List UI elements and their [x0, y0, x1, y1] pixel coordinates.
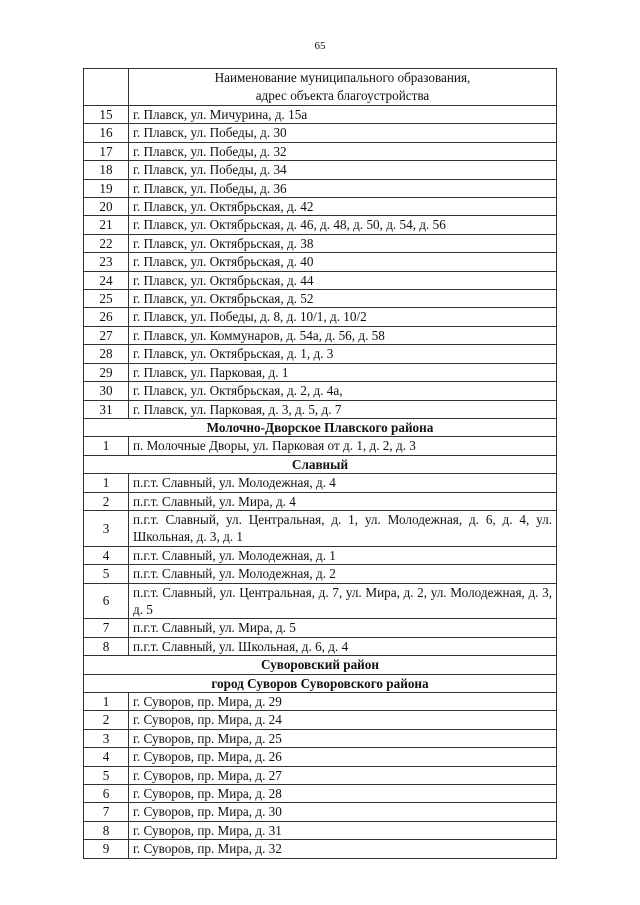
row-address: г. Суворов, пр. Мира, д. 29 — [129, 693, 557, 711]
row-address: г. Суворов, пр. Мира, д. 28 — [129, 785, 557, 803]
row-number: 19 — [84, 179, 129, 197]
table-row — [84, 693, 557, 711]
row-number: 24 — [84, 271, 129, 289]
section-title: Суворовский район — [84, 656, 557, 674]
row-address: п.г.т. Славный, ул. Мира, д. 5 — [129, 619, 557, 637]
page-number: 65 — [314, 40, 326, 52]
row-address: п.г.т. Славный, ул. Молодежная, д. 4 — [129, 474, 557, 492]
row-address: г. Плавск, ул. Октябрьская, д. 52 — [129, 290, 557, 308]
row-number: 23 — [84, 253, 129, 271]
row-number: 27 — [84, 326, 129, 344]
section-header-row — [84, 418, 557, 436]
row-number: 9 — [84, 840, 129, 858]
table-row — [84, 161, 557, 179]
row-number: 5 — [84, 565, 129, 583]
row-number: 7 — [84, 619, 129, 637]
table-row — [84, 216, 557, 234]
row-number: 3 — [84, 510, 129, 546]
row-address: г. Плавск, ул. Октябрьская, д. 40 — [129, 253, 557, 271]
table-row — [84, 637, 557, 655]
row-number: 4 — [84, 546, 129, 564]
row-address: г. Плавск, ул. Октябрьская, д. 44 — [129, 271, 557, 289]
row-number: 5 — [84, 766, 129, 784]
row-address: г. Суворов, пр. Мира, д. 30 — [129, 803, 557, 821]
section-title: город Суворов Суворовского района — [84, 674, 557, 692]
header-title-cell — [129, 69, 557, 106]
section-title: Славный — [84, 455, 557, 473]
table-row — [84, 546, 557, 564]
row-number: 16 — [84, 124, 129, 142]
table-header-row — [84, 69, 557, 106]
table-row — [84, 766, 557, 784]
address-table-body — [84, 69, 557, 859]
table-row — [84, 840, 557, 858]
row-address: г. Суворов, пр. Мира, д. 31 — [129, 821, 557, 839]
row-address: г. Плавск, ул. Победы, д. 36 — [129, 179, 557, 197]
row-address: п.г.т. Славный, ул. Школьная, д. 6, д. 4 — [129, 637, 557, 655]
row-number: 29 — [84, 363, 129, 381]
table-row — [84, 619, 557, 637]
table-row — [84, 345, 557, 363]
table-row — [84, 271, 557, 289]
table-row — [84, 785, 557, 803]
row-number: 6 — [84, 583, 129, 619]
table-row — [84, 748, 557, 766]
table-row — [84, 565, 557, 583]
table-row — [84, 326, 557, 344]
row-address: г. Плавск, ул. Парковая, д. 1 — [129, 363, 557, 381]
section-title: Молочно-Дворское Плавского района — [84, 418, 557, 436]
row-number: 4 — [84, 748, 129, 766]
table-row — [84, 711, 557, 729]
row-number: 17 — [84, 142, 129, 160]
section-header-row — [84, 455, 557, 473]
row-address: п.г.т. Славный, ул. Молодежная, д. 1 — [129, 546, 557, 564]
table-row — [84, 290, 557, 308]
row-number: 2 — [84, 711, 129, 729]
row-address: г. Плавск, ул. Победы, д. 30 — [129, 124, 557, 142]
row-address: г. Плавск, ул. Октябрьская, д. 38 — [129, 234, 557, 252]
row-number: 25 — [84, 290, 129, 308]
table-row — [84, 803, 557, 821]
table-row — [84, 400, 557, 418]
row-number: 6 — [84, 785, 129, 803]
row-number: 2 — [84, 492, 129, 510]
table-row — [84, 437, 557, 455]
row-address: г. Плавск, ул. Коммунаров, д. 54а, д. 56, д. 58 — [129, 326, 557, 344]
header-line-2: адрес объекта благоустройства — [255, 88, 430, 103]
row-address: п.г.т. Славный, ул. Центральная, д. 1, ул. Молодежная, д. 6, д. 4, ул. Школьная, д. 3, д. 1 — [129, 510, 557, 546]
row-address: г. Плавск, ул. Октябрьская, д. 1, д. 3 — [129, 345, 557, 363]
row-address: г. Суворов, пр. Мира, д. 25 — [129, 729, 557, 747]
row-address: г. Плавск, ул. Октябрьская, д. 2, д. 4а, — [129, 382, 557, 400]
table-row — [84, 583, 557, 619]
table-row — [84, 142, 557, 160]
row-number: 20 — [84, 198, 129, 216]
row-address: г. Суворов, пр. Мира, д. 27 — [129, 766, 557, 784]
header-num-cell — [84, 69, 129, 106]
table-row — [84, 253, 557, 271]
row-number: 8 — [84, 637, 129, 655]
row-address: г. Плавск, ул. Мичурина, д. 15а — [129, 106, 557, 124]
table-row — [84, 234, 557, 252]
row-number: 1 — [84, 693, 129, 711]
address-table — [83, 68, 557, 859]
table-row — [84, 492, 557, 510]
row-address: г. Плавск, ул. Победы, д. 32 — [129, 142, 557, 160]
row-number: 3 — [84, 729, 129, 747]
table-row — [84, 821, 557, 839]
row-address: г. Суворов, пр. Мира, д. 24 — [129, 711, 557, 729]
row-number: 8 — [84, 821, 129, 839]
row-address: г. Плавск, ул. Победы, д. 34 — [129, 161, 557, 179]
section-header-row — [84, 674, 557, 692]
row-address: п.г.т. Славный, ул. Молодежная, д. 2 — [129, 565, 557, 583]
row-number: 7 — [84, 803, 129, 821]
row-address: г. Плавск, ул. Октябрьская, д. 42 — [129, 198, 557, 216]
row-number: 1 — [84, 474, 129, 492]
table-row — [84, 179, 557, 197]
table-row — [84, 106, 557, 124]
row-number: 31 — [84, 400, 129, 418]
row-number: 1 — [84, 437, 129, 455]
row-address: п.г.т. Славный, ул. Мира, д. 4 — [129, 492, 557, 510]
row-address: п. Молочные Дворы, ул. Парковая от д. 1, д. 2, д. 3 — [129, 437, 557, 455]
table-row — [84, 510, 557, 546]
table-row — [84, 729, 557, 747]
row-address: г. Суворов, пр. Мира, д. 32 — [129, 840, 557, 858]
row-address: г. Плавск, ул. Победы, д. 8, д. 10/1, д. 10/2 — [129, 308, 557, 326]
row-number: 30 — [84, 382, 129, 400]
row-number: 26 — [84, 308, 129, 326]
row-address: г. Плавск, ул. Парковая, д. 3, д. 5, д. 7 — [129, 400, 557, 418]
row-number: 22 — [84, 234, 129, 252]
table-row — [84, 363, 557, 381]
row-number: 18 — [84, 161, 129, 179]
row-address: п.г.т. Славный, ул. Центральная, д. 7, ул. Мира, д. 2, ул. Молодежная, д. 3, д. 5 — [129, 583, 557, 619]
table-row — [84, 198, 557, 216]
row-number: 28 — [84, 345, 129, 363]
table-row — [84, 474, 557, 492]
row-address: г. Суворов, пр. Мира, д. 26 — [129, 748, 557, 766]
section-header-row — [84, 656, 557, 674]
table-row — [84, 382, 557, 400]
table-row — [84, 308, 557, 326]
row-number: 21 — [84, 216, 129, 234]
header-line-1: Наименование муниципального образования, — [214, 70, 471, 85]
table-row — [84, 124, 557, 142]
row-address: г. Плавск, ул. Октябрьская, д. 46, д. 48, д. 50, д. 54, д. 56 — [129, 216, 557, 234]
row-number: 15 — [84, 106, 129, 124]
